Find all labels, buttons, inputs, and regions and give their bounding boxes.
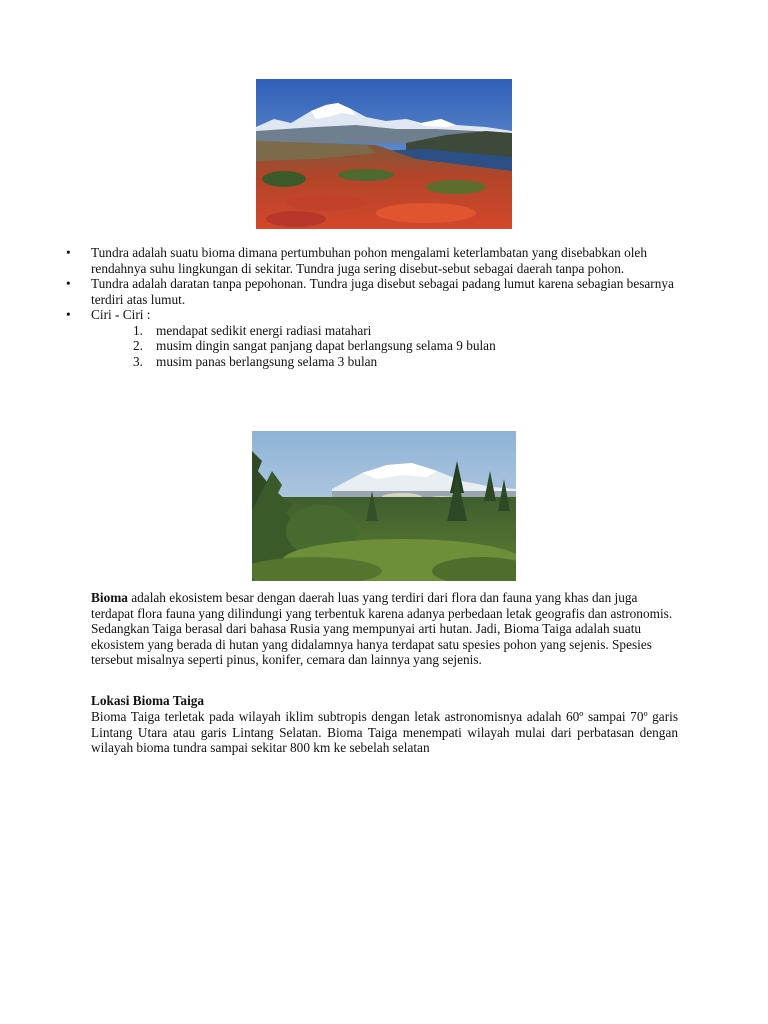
list-item-text: musim dingin sangat panjang dapat berlangsung selama 9 bulan (156, 338, 496, 353)
taiga-forest-photo (252, 431, 516, 581)
list-number: 3. (133, 353, 143, 369)
list-item-text: musim panas berlangsung selama 3 bulan (156, 353, 378, 369)
bullet-marker: • (66, 276, 71, 291)
tundra-bullet-list (66, 245, 686, 369)
bullet-text: Tundra adalah daratan tanpa pepohonan. Tundra juga disebut sebagai padang lumut karena sebagian besarnya terdiri atas lumut. (91, 276, 674, 307)
bioma-term: Bioma (91, 590, 128, 605)
tundra-landscape-image (256, 79, 512, 229)
bioma-definition: adalah ekosistem besar dengan daerah luas yang terdiri dari flora dan fauna yang khas dan juga terdapat flora fauna yang dilindungi yang terbentuk karena adanya perbedaan letak geografis dan astronomis. Sedangkan Taiga berasal dari bahasa Rusia yang mempunyai arti hutan. Jadi, Bioma Taiga adalah suatu ekosistem yang berada di hutan yang didalamnya hanya terdapat satu spesies pohon yang sejenis. Spesies tersebut misalnya seperti pinus, konifer, cemara dan lainnya yang sejenis. (91, 590, 673, 667)
list-number: 1. (133, 322, 143, 338)
list-number: 2. (133, 338, 143, 353)
bullet-marker: • (66, 307, 71, 322)
list-item-text: mendapat sedikit energi radiasi matahari (156, 322, 372, 338)
tundra-landscape-photo (256, 79, 512, 229)
taiga-forest-image (252, 431, 516, 581)
bullet-item (66, 276, 686, 307)
bullet-item (66, 245, 686, 276)
list-item (66, 338, 686, 354)
lokasi-paragraph: Bioma Taiga terletak pada wilayah iklim subtropis dengan letak astronomisnya adalah 60º sampai 70º garis Lintang Utara atau garis Lintang Selatan. Bioma Taiga menempati wilayah mulai dari perbatasan dengan wilayah bioma tundra sampai sekitar 800 km ke sebelah selatan (91, 709, 678, 755)
lokasi-heading: Lokasi Bioma Taiga (91, 693, 205, 708)
list-item (66, 323, 686, 339)
bullet-marker: • (66, 245, 71, 260)
bullet-text: Ciri - Ciri : (91, 307, 151, 322)
ciri-numbered-list (66, 323, 686, 370)
bioma-paragraph (91, 590, 678, 668)
bullet-text: Tundra adalah suatu bioma dimana pertumbuhan pohon mengalami keterlambatan yang disebabkan oleh rendahnya suhu lingkungan di sekitar. Tundra juga sering disebut-sebut sebagai daerah tanpa pohon. (91, 245, 647, 276)
list-item (66, 354, 686, 370)
bullet-item (66, 307, 686, 323)
